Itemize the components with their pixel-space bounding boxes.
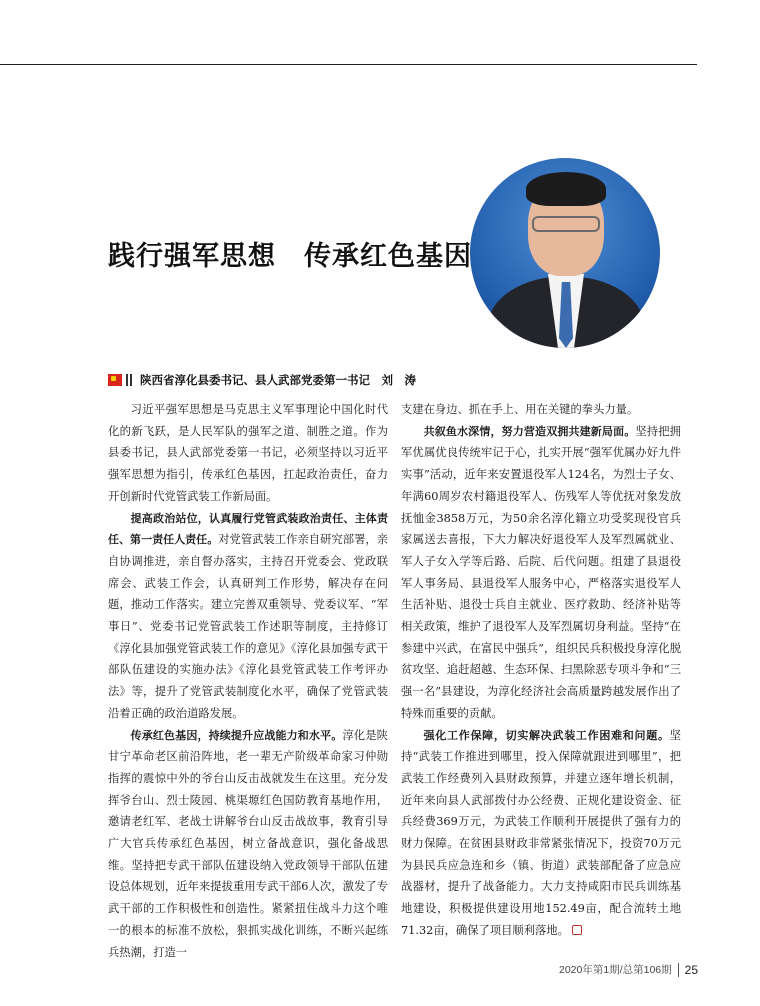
flag-icon xyxy=(108,374,122,386)
footer-divider xyxy=(678,963,679,977)
page-number: 25 xyxy=(684,962,698,977)
author-byline: 陕西省淳化县委书记、县人武部党委第一书记 刘 涛 xyxy=(140,373,416,387)
paragraph-political-responsibility xyxy=(108,508,388,725)
paragraph-lead: 提高政治站位，认真履行党管武装政治责任、主体责任、第一责任人责任。 xyxy=(108,511,388,547)
author-portrait xyxy=(470,158,660,348)
byline xyxy=(108,372,416,388)
paragraph-lead: 强化工作保障，切实解决武装工作困难和问题。 xyxy=(423,728,670,742)
issue-info: 2020年第1期/总第106期 xyxy=(559,964,672,976)
paragraph-military-civil xyxy=(401,421,681,725)
end-mark-icon xyxy=(572,925,582,935)
paragraph-body: 淳化是陕甘宁革命老区前沿阵地，老一辈无产阶级革命家习仲勋指挥的震惊中外的爷台山反击战就发生在这里。充分发挥爷台山、烈士陵园、桃渠塬红色国防教育基地作用，邀请老红军、老战士讲解爷台山反击战故事，教育引导广大官兵传承红色基因，树立备战意识，强化备战思维。坚持把专武干部队伍建设纳入党政领导干部队伍建设总体规划，近年来提拔重用专武干部6人次，激发了专武干部的工作积极性和创造性。紧紧扭住战斗力这个唯一的根本的标准不放松，狠抓实战化训练，不断兴起练兵热潮，打造一 xyxy=(108,728,388,959)
paragraph-intro: 习近平强军思想是马克思主义军事理论中国化时代化的新飞跃，是人民军队的强军之道、制胜之道。作为县委书记，县人武部党委第一书记，必须坚持以习近平强军思想为指引，传承红色基因，扛起政治责任，奋力开创新时代党管武装工作新局面。 xyxy=(108,403,388,503)
separator-bar-icon xyxy=(130,374,132,386)
paragraph-red-gene xyxy=(108,725,388,964)
article-title: 践行强军思想 传承红色基因 xyxy=(108,241,472,272)
paragraph-lead: 共叙鱼水深情，努力营造双拥共建新局面。 xyxy=(423,424,636,438)
right-column xyxy=(401,399,681,942)
paragraph-body: 坚持“武装工作推进到哪里，投入保障就跟进到哪里”，把武装工作经费列入县财政预算，并建立逐年增长机制，近年来向县人武部拨付办公经费、正规化建设资金、征兵经费369万元，为武装工作顺利开展提供了强有力的财力保障。在贫困县财政非常紧张情况下，投资70万元为县民兵应急连和乡（镇、街道）武装部配备了应急应战器材，提升了战备能力。大力支持咸阳市民兵训练基地建设，积极提供建设用地152.49亩，配合流转土地71.32亩，确保了项目顺利落地。 xyxy=(401,728,681,937)
separator-bar-icon xyxy=(126,374,128,386)
paragraph-lead: 传承红色基因，持续提升应战能力和水平。 xyxy=(130,728,343,742)
top-rule xyxy=(0,64,697,65)
paragraph-body: 坚持把拥军优属优良传统牢记于心，扎实开展“强军优属办好九件实事”活动，近年来安置退役军人124名，为烈士子女、年满60周岁农村籍退役军人、伤残军人等优抚对象发放抚恤金3858万元，为50余名淳化籍立功受奖现役官兵家属送去喜报，下大力解决好退役军人及军烈属就业、军人子女入学等后路、后院、后代问题。组建了县退役军人事务局、县退役军人服务中心，严格落实退役军人生活补贴、退役士兵自主就业、医疗救助、经济补贴等相关政策，维护了退役军人及军烈属切身利益。坚持“在参建中兴武，在富民中强兵”，组织民兵积极投身淳化脱贫攻坚、追赶超越、生态环保、扫黑除恶专项斗争和“三强一名”县建设，为淳化经济社会高质量跨越发展作出了特殊而重要的贡献。 xyxy=(401,424,681,720)
paragraph-body: 对党管武装工作亲自研究部署，亲自协调推进，亲自督办落实，主持召开党委会、党政联席会、武装工作会，认真研判工作形势，解决存在问题，推动工作落实。建立完善双重领导、党委议军、“军事日”、党委书记党管武装工作述职等制度，主持修订《淳化县加强党管武装工作的意见》《淳化县加强专武干部队伍建设的实施办法》《淳化县党管武装工作考评办法》等，提升了党管武装制度化水平，确保了党管武装沿着正确的政治道路发展。 xyxy=(108,533,388,720)
page-footer xyxy=(559,962,698,977)
left-column xyxy=(108,399,388,963)
paragraph-continuation: 支建在身边、抓在手上、用在关键的拳头力量。 xyxy=(401,403,639,416)
paragraph-work-guarantee xyxy=(401,725,681,942)
